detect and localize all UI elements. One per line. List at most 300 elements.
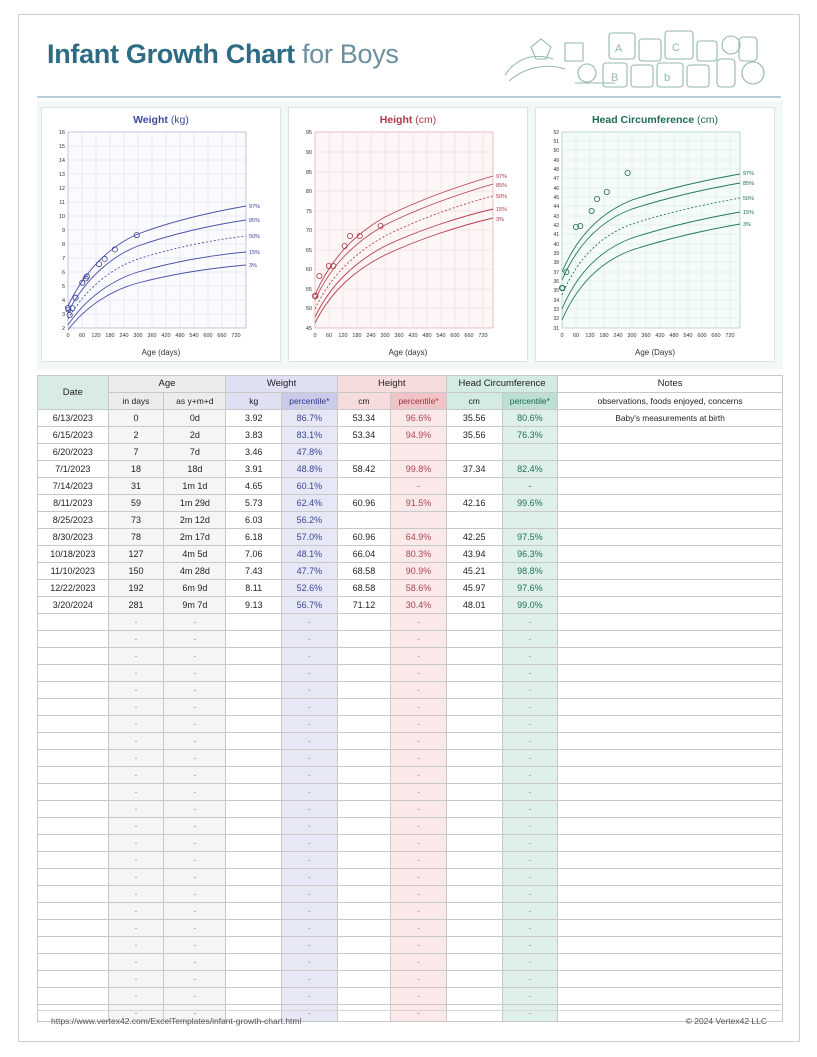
cell-weight[interactable] [226, 920, 282, 937]
cell-hc[interactable]: 45.97 [446, 580, 502, 597]
cell-hc-pct[interactable]: 76.3% [502, 427, 558, 444]
cell-age-days[interactable]: - [108, 699, 164, 716]
cell-height-pct[interactable]: - [391, 648, 447, 665]
cell-weight[interactable]: 3.92 [226, 410, 282, 427]
cell-hc-pct[interactable]: - [502, 937, 558, 954]
cell-height-pct[interactable]: - [391, 665, 447, 682]
cell-height[interactable] [337, 444, 391, 461]
cell-height[interactable]: 66.04 [337, 546, 391, 563]
cell-age-days[interactable]: 2 [108, 427, 164, 444]
cell-date[interactable] [38, 665, 109, 682]
cell-height-pct[interactable]: - [391, 886, 447, 903]
cell-age-days[interactable]: 0 [108, 410, 164, 427]
cell-date[interactable]: 12/22/2023 [38, 580, 109, 597]
cell-height-pct[interactable]: - [391, 903, 447, 920]
cell-notes[interactable] [558, 682, 783, 699]
cell-notes[interactable] [558, 954, 783, 971]
cell-weight-pct[interactable]: 60.1% [282, 478, 338, 495]
cell-age-ymd[interactable]: - [164, 1005, 226, 1022]
cell-weight[interactable] [226, 954, 282, 971]
cell-notes[interactable] [558, 444, 783, 461]
cell-hc-pct[interactable]: - [502, 1005, 558, 1022]
cell-notes[interactable] [558, 461, 783, 478]
cell-age-days[interactable]: 18 [108, 461, 164, 478]
cell-weight-pct[interactable]: - [282, 767, 338, 784]
cell-age-ymd[interactable]: - [164, 682, 226, 699]
cell-hc-pct[interactable]: - [502, 699, 558, 716]
cell-date[interactable] [38, 733, 109, 750]
cell-weight[interactable] [226, 937, 282, 954]
cell-hc-pct[interactable]: - [502, 920, 558, 937]
cell-weight-pct[interactable]: 83.1% [282, 427, 338, 444]
cell-hc[interactable] [446, 512, 502, 529]
cell-weight[interactable] [226, 631, 282, 648]
cell-age-ymd[interactable]: 18d [164, 461, 226, 478]
cell-age-days[interactable]: - [108, 818, 164, 835]
cell-notes[interactable] [558, 903, 783, 920]
cell-height-pct[interactable]: - [391, 699, 447, 716]
table-row-empty[interactable] [38, 733, 783, 750]
cell-notes[interactable] [558, 869, 783, 886]
cell-age-days[interactable]: - [108, 954, 164, 971]
cell-weight[interactable]: 3.46 [226, 444, 282, 461]
cell-age-ymd[interactable]: 2m 17d [164, 529, 226, 546]
table-row[interactable] [38, 495, 783, 512]
cell-notes[interactable] [558, 580, 783, 597]
cell-notes[interactable] [558, 988, 783, 1005]
table-row[interactable] [38, 461, 783, 478]
cell-weight[interactable]: 9.13 [226, 597, 282, 614]
cell-weight[interactable] [226, 614, 282, 631]
cell-weight-pct[interactable]: 56.2% [282, 512, 338, 529]
cell-hc[interactable] [446, 920, 502, 937]
cell-height-pct[interactable]: 30.4% [391, 597, 447, 614]
cell-weight[interactable] [226, 971, 282, 988]
cell-weight[interactable] [226, 801, 282, 818]
cell-height-pct[interactable]: - [391, 937, 447, 954]
table-row-empty[interactable] [38, 886, 783, 903]
cell-weight-pct[interactable]: 56.7% [282, 597, 338, 614]
cell-age-ymd[interactable]: 9m 7d [164, 597, 226, 614]
cell-hc[interactable]: 42.25 [446, 529, 502, 546]
cell-weight[interactable] [226, 665, 282, 682]
cell-date[interactable]: 6/20/2023 [38, 444, 109, 461]
cell-hc-pct[interactable]: 80.6% [502, 410, 558, 427]
cell-weight-pct[interactable]: - [282, 852, 338, 869]
cell-hc[interactable] [446, 852, 502, 869]
cell-age-ymd[interactable]: 0d [164, 410, 226, 427]
cell-age-ymd[interactable]: 4m 28d [164, 563, 226, 580]
table-row-empty[interactable] [38, 750, 783, 767]
cell-height[interactable] [337, 512, 391, 529]
cell-hc-pct[interactable]: - [502, 631, 558, 648]
cell-age-ymd[interactable]: - [164, 784, 226, 801]
cell-hc-pct[interactable]: 99.6% [502, 495, 558, 512]
table-row-empty[interactable] [38, 767, 783, 784]
cell-height[interactable] [337, 631, 391, 648]
cell-notes[interactable] [558, 665, 783, 682]
cell-date[interactable] [38, 852, 109, 869]
cell-age-days[interactable]: - [108, 631, 164, 648]
cell-notes[interactable] [558, 733, 783, 750]
cell-height-pct[interactable]: - [391, 869, 447, 886]
cell-age-ymd[interactable]: - [164, 954, 226, 971]
cell-height-pct[interactable]: - [391, 1005, 447, 1022]
cell-date[interactable]: 8/25/2023 [38, 512, 109, 529]
cell-hc-pct[interactable] [502, 512, 558, 529]
table-row-empty[interactable] [38, 988, 783, 1005]
cell-hc-pct[interactable]: 82.4% [502, 461, 558, 478]
cell-height-pct[interactable]: - [391, 920, 447, 937]
cell-weight-pct[interactable]: 47.7% [282, 563, 338, 580]
cell-height[interactable]: 68.58 [337, 580, 391, 597]
cell-age-ymd[interactable]: - [164, 818, 226, 835]
cell-height[interactable]: 58.42 [337, 461, 391, 478]
cell-date[interactable]: 7/1/2023 [38, 461, 109, 478]
cell-age-ymd[interactable]: - [164, 937, 226, 954]
cell-date[interactable] [38, 631, 109, 648]
cell-hc[interactable]: 43.94 [446, 546, 502, 563]
table-row-empty[interactable] [38, 954, 783, 971]
cell-age-days[interactable]: 78 [108, 529, 164, 546]
cell-date[interactable] [38, 767, 109, 784]
cell-notes[interactable] [558, 767, 783, 784]
cell-date[interactable]: 6/15/2023 [38, 427, 109, 444]
cell-hc-pct[interactable]: - [502, 988, 558, 1005]
cell-hc-pct[interactable]: - [502, 648, 558, 665]
cell-height-pct[interactable]: - [391, 733, 447, 750]
cell-age-days[interactable]: - [108, 852, 164, 869]
cell-age-days[interactable]: - [108, 835, 164, 852]
cell-height[interactable] [337, 784, 391, 801]
cell-height-pct[interactable]: 94.9% [391, 427, 447, 444]
cell-weight-pct[interactable]: 48.8% [282, 461, 338, 478]
cell-weight[interactable]: 5.73 [226, 495, 282, 512]
table-row-empty[interactable] [38, 869, 783, 886]
cell-hc-pct[interactable]: - [502, 478, 558, 495]
cell-hc-pct[interactable]: 97.5% [502, 529, 558, 546]
cell-weight[interactable] [226, 682, 282, 699]
table-row-empty[interactable] [38, 801, 783, 818]
cell-weight[interactable]: 3.91 [226, 461, 282, 478]
table-row-empty[interactable] [38, 937, 783, 954]
cell-weight[interactable] [226, 648, 282, 665]
cell-age-days[interactable]: - [108, 767, 164, 784]
cell-date[interactable] [38, 614, 109, 631]
cell-age-ymd[interactable]: - [164, 920, 226, 937]
cell-height[interactable]: 53.34 [337, 427, 391, 444]
cell-height-pct[interactable]: - [391, 716, 447, 733]
cell-notes[interactable] [558, 852, 783, 869]
cell-hc-pct[interactable]: - [502, 750, 558, 767]
table-row[interactable] [38, 512, 783, 529]
cell-hc[interactable] [446, 733, 502, 750]
cell-date[interactable] [38, 716, 109, 733]
cell-age-days[interactable]: - [108, 920, 164, 937]
cell-age-days[interactable]: 7 [108, 444, 164, 461]
cell-age-days[interactable]: - [108, 733, 164, 750]
cell-weight-pct[interactable]: - [282, 971, 338, 988]
cell-weight[interactable]: 7.06 [226, 546, 282, 563]
cell-weight[interactable] [226, 716, 282, 733]
cell-height[interactable] [337, 767, 391, 784]
cell-age-days[interactable]: - [108, 988, 164, 1005]
table-row[interactable] [38, 597, 783, 614]
cell-notes[interactable] [558, 546, 783, 563]
cell-height-pct[interactable]: - [391, 988, 447, 1005]
cell-age-ymd[interactable]: 2m 12d [164, 512, 226, 529]
cell-weight-pct[interactable]: - [282, 614, 338, 631]
cell-hc-pct[interactable]: - [502, 954, 558, 971]
cell-height-pct[interactable]: - [391, 767, 447, 784]
cell-age-days[interactable]: 281 [108, 597, 164, 614]
cell-weight[interactable] [226, 852, 282, 869]
cell-hc[interactable] [446, 631, 502, 648]
table-row-empty[interactable] [38, 682, 783, 699]
cell-hc[interactable]: 37.34 [446, 461, 502, 478]
cell-age-days[interactable]: - [108, 614, 164, 631]
cell-date[interactable] [38, 801, 109, 818]
cell-hc[interactable] [446, 699, 502, 716]
cell-weight-pct[interactable]: 52.6% [282, 580, 338, 597]
cell-age-days[interactable]: - [108, 801, 164, 818]
table-row-empty[interactable] [38, 903, 783, 920]
cell-date[interactable] [38, 937, 109, 954]
cell-age-ymd[interactable]: - [164, 988, 226, 1005]
cell-weight-pct[interactable]: 47.8% [282, 444, 338, 461]
cell-height-pct[interactable]: - [391, 852, 447, 869]
cell-weight-pct[interactable]: - [282, 937, 338, 954]
cell-weight-pct[interactable]: - [282, 920, 338, 937]
cell-hc[interactable] [446, 937, 502, 954]
cell-height[interactable]: 60.96 [337, 529, 391, 546]
cell-weight[interactable]: 8.11 [226, 580, 282, 597]
cell-weight-pct[interactable]: - [282, 716, 338, 733]
cell-weight-pct[interactable]: - [282, 784, 338, 801]
cell-date[interactable] [38, 869, 109, 886]
cell-hc[interactable] [446, 971, 502, 988]
table-row[interactable] [38, 546, 783, 563]
cell-notes[interactable] [558, 716, 783, 733]
cell-height[interactable] [337, 971, 391, 988]
cell-hc[interactable] [446, 767, 502, 784]
cell-date[interactable] [38, 903, 109, 920]
cell-date[interactable]: 3/20/2024 [38, 597, 109, 614]
cell-height-pct[interactable]: - [391, 801, 447, 818]
cell-notes[interactable] [558, 971, 783, 988]
cell-weight[interactable]: 6.03 [226, 512, 282, 529]
cell-height-pct[interactable]: 90.9% [391, 563, 447, 580]
cell-date[interactable]: 10/18/2023 [38, 546, 109, 563]
cell-notes[interactable] [558, 478, 783, 495]
cell-date[interactable] [38, 954, 109, 971]
cell-height[interactable] [337, 988, 391, 1005]
cell-age-ymd[interactable]: - [164, 852, 226, 869]
cell-weight-pct[interactable]: 57.0% [282, 529, 338, 546]
cell-age-ymd[interactable]: - [164, 903, 226, 920]
cell-hc[interactable] [446, 954, 502, 971]
cell-height[interactable] [337, 478, 391, 495]
cell-hc[interactable] [446, 478, 502, 495]
cell-hc-pct[interactable]: 97.6% [502, 580, 558, 597]
table-row-empty[interactable] [38, 716, 783, 733]
cell-date[interactable] [38, 988, 109, 1005]
cell-date[interactable]: 6/13/2023 [38, 410, 109, 427]
cell-height[interactable] [337, 733, 391, 750]
cell-age-ymd[interactable]: - [164, 614, 226, 631]
cell-notes[interactable]: Baby's measurements at birth [558, 410, 783, 427]
cell-age-ymd[interactable]: - [164, 648, 226, 665]
cell-weight[interactable] [226, 767, 282, 784]
cell-weight-pct[interactable]: - [282, 988, 338, 1005]
cell-hc-pct[interactable]: 99.0% [502, 597, 558, 614]
cell-weight-pct[interactable]: - [282, 869, 338, 886]
cell-hc[interactable]: 35.56 [446, 410, 502, 427]
footer-url[interactable]: https://www.vertex42.com/ExcelTemplates/infant-growth-chart.html [51, 1016, 302, 1026]
cell-hc-pct[interactable]: - [502, 971, 558, 988]
cell-hc[interactable] [446, 682, 502, 699]
cell-weight-pct[interactable]: - [282, 665, 338, 682]
cell-height-pct[interactable]: 99.8% [391, 461, 447, 478]
cell-hc[interactable] [446, 818, 502, 835]
cell-age-ymd[interactable]: 2d [164, 427, 226, 444]
cell-height[interactable] [337, 699, 391, 716]
cell-age-ymd[interactable]: - [164, 869, 226, 886]
cell-date[interactable] [38, 818, 109, 835]
cell-date[interactable] [38, 648, 109, 665]
cell-age-ymd[interactable]: 6m 9d [164, 580, 226, 597]
cell-weight-pct[interactable]: - [282, 886, 338, 903]
cell-height[interactable] [337, 665, 391, 682]
cell-age-ymd[interactable]: - [164, 886, 226, 903]
cell-height[interactable] [337, 937, 391, 954]
cell-height-pct[interactable]: - [391, 784, 447, 801]
cell-height[interactable]: 60.96 [337, 495, 391, 512]
cell-age-days[interactable]: - [108, 886, 164, 903]
cell-weight-pct[interactable]: - [282, 954, 338, 971]
cell-notes[interactable] [558, 563, 783, 580]
cell-age-ymd[interactable]: - [164, 750, 226, 767]
table-row-empty[interactable] [38, 818, 783, 835]
cell-height-pct[interactable]: - [391, 614, 447, 631]
cell-weight[interactable] [226, 886, 282, 903]
cell-hc-pct[interactable]: - [502, 835, 558, 852]
cell-age-days[interactable]: 192 [108, 580, 164, 597]
cell-hc[interactable] [446, 869, 502, 886]
cell-notes[interactable] [558, 597, 783, 614]
cell-hc-pct[interactable]: - [502, 784, 558, 801]
cell-weight-pct[interactable]: - [282, 1005, 338, 1022]
cell-age-days[interactable]: - [108, 937, 164, 954]
table-row[interactable] [38, 580, 783, 597]
cell-height[interactable] [337, 682, 391, 699]
cell-hc-pct[interactable]: - [502, 665, 558, 682]
cell-height-pct[interactable]: 96.6% [391, 410, 447, 427]
cell-age-days[interactable]: - [108, 665, 164, 682]
cell-weight[interactable]: 3.83 [226, 427, 282, 444]
table-row[interactable] [38, 444, 783, 461]
cell-height-pct[interactable]: 80.3% [391, 546, 447, 563]
table-row-empty[interactable] [38, 665, 783, 682]
cell-age-ymd[interactable]: - [164, 733, 226, 750]
cell-hc[interactable] [446, 750, 502, 767]
cell-hc-pct[interactable]: - [502, 886, 558, 903]
cell-weight[interactable]: 4.65 [226, 478, 282, 495]
cell-height[interactable] [337, 835, 391, 852]
cell-notes[interactable] [558, 512, 783, 529]
table-row-empty[interactable] [38, 971, 783, 988]
cell-weight-pct[interactable]: 86.7% [282, 410, 338, 427]
cell-weight-pct[interactable]: - [282, 801, 338, 818]
cell-height[interactable] [337, 954, 391, 971]
cell-weight-pct[interactable]: - [282, 750, 338, 767]
cell-height[interactable] [337, 818, 391, 835]
cell-age-ymd[interactable]: - [164, 699, 226, 716]
cell-age-ymd[interactable]: 1m 1d [164, 478, 226, 495]
cell-height[interactable] [337, 614, 391, 631]
cell-weight[interactable] [226, 835, 282, 852]
cell-height[interactable] [337, 903, 391, 920]
cell-weight[interactable]: 7.43 [226, 563, 282, 580]
cell-notes[interactable] [558, 648, 783, 665]
cell-date[interactable]: 7/14/2023 [38, 478, 109, 495]
cell-height-pct[interactable]: - [391, 818, 447, 835]
cell-hc[interactable] [446, 903, 502, 920]
cell-date[interactable]: 11/10/2023 [38, 563, 109, 580]
cell-weight[interactable] [226, 784, 282, 801]
cell-age-ymd[interactable]: 1m 29d [164, 495, 226, 512]
table-row-empty[interactable] [38, 835, 783, 852]
cell-age-days[interactable]: 127 [108, 546, 164, 563]
cell-notes[interactable] [558, 699, 783, 716]
table-row-empty[interactable] [38, 699, 783, 716]
cell-height-pct[interactable] [391, 444, 447, 461]
cell-height-pct[interactable]: 58.6% [391, 580, 447, 597]
cell-notes[interactable] [558, 495, 783, 512]
cell-age-ymd[interactable]: - [164, 801, 226, 818]
cell-notes[interactable] [558, 631, 783, 648]
cell-age-ymd[interactable]: - [164, 971, 226, 988]
cell-weight-pct[interactable]: - [282, 631, 338, 648]
cell-weight-pct[interactable]: 48.1% [282, 546, 338, 563]
cell-age-ymd[interactable]: - [164, 631, 226, 648]
cell-hc-pct[interactable]: - [502, 903, 558, 920]
cell-hc[interactable]: 45.21 [446, 563, 502, 580]
cell-hc-pct[interactable]: - [502, 682, 558, 699]
cell-notes[interactable] [558, 937, 783, 954]
cell-height-pct[interactable]: - [391, 631, 447, 648]
cell-age-ymd[interactable]: - [164, 716, 226, 733]
cell-hc[interactable] [446, 835, 502, 852]
cell-age-days[interactable]: - [108, 971, 164, 988]
cell-age-days[interactable]: - [108, 648, 164, 665]
cell-hc[interactable] [446, 648, 502, 665]
cell-notes[interactable] [558, 920, 783, 937]
cell-age-ymd[interactable]: - [164, 767, 226, 784]
cell-height[interactable]: 68.58 [337, 563, 391, 580]
cell-hc[interactable] [446, 716, 502, 733]
cell-age-days[interactable]: 59 [108, 495, 164, 512]
cell-hc[interactable] [446, 665, 502, 682]
table-row-empty[interactable] [38, 784, 783, 801]
cell-height[interactable] [337, 750, 391, 767]
cell-weight-pct[interactable]: - [282, 648, 338, 665]
cell-age-ymd[interactable]: - [164, 835, 226, 852]
cell-weight-pct[interactable]: 62.4% [282, 495, 338, 512]
cell-hc[interactable]: 35.56 [446, 427, 502, 444]
table-row[interactable] [38, 563, 783, 580]
cell-notes[interactable] [558, 801, 783, 818]
